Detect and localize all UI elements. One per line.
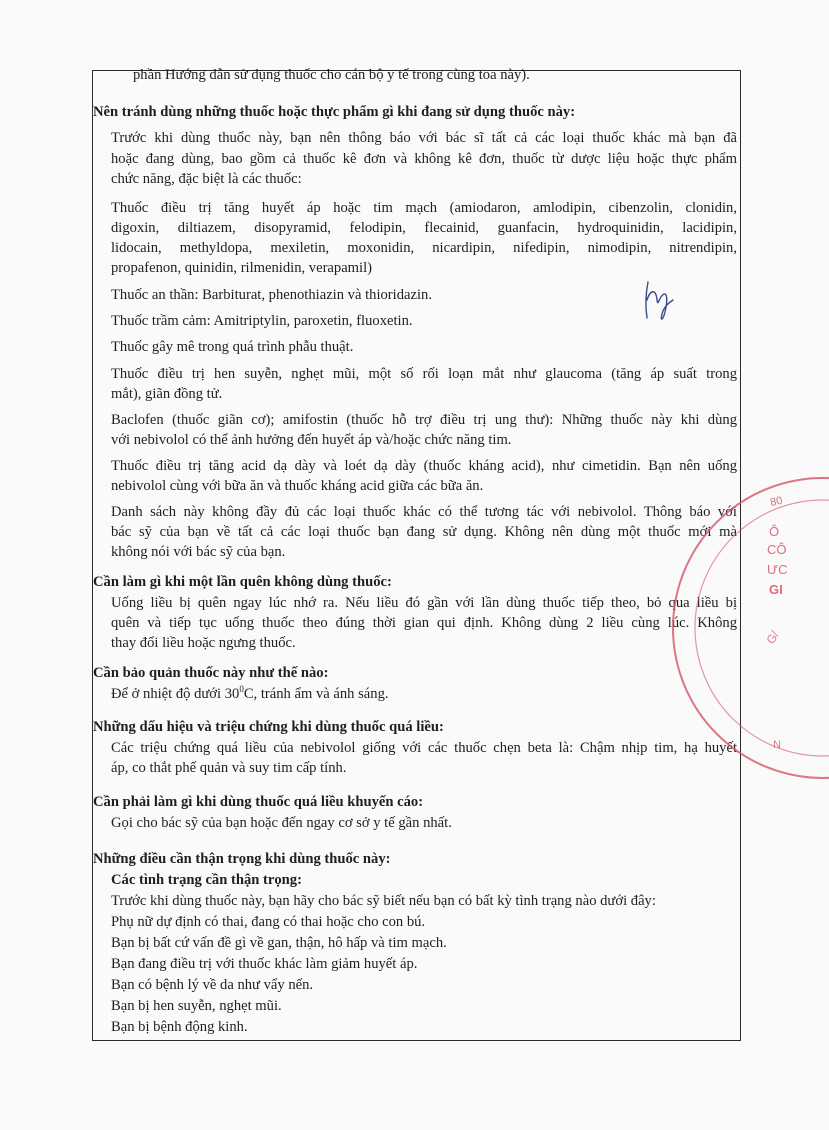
missed-line2: quên và tiếp tục uống thuốc theo đúng thời gian qui định. Không dùng 2 liều cùng lúc. Không (111, 615, 737, 631)
stamp-text: N (773, 739, 781, 751)
caution-line: Phụ nữ dự định có thai, đang có thai hoặc cho con bú. (111, 914, 426, 930)
avoid-p8-line2: nebivolol cùng với bữa ăn và thuốc kháng acid giữa các bữa ăn. (111, 478, 484, 494)
caution-line: Bạn đang điều trị với thuốc khác làm giảm huyết áp. (111, 956, 418, 972)
heading-missed: Cần làm gì khi một lần quên không dùng thuốc: (93, 574, 392, 590)
caution-line: Bạn có bệnh lý về da như vẩy nến. (111, 977, 314, 993)
heading-overdose-action: Cần phải làm gì khi dùng thuốc quá liều khuyến cáo: (93, 794, 424, 810)
avoid-p9-line3: không nói với bác sỹ của bạn. (111, 544, 286, 560)
stamp-text: 80 (769, 494, 784, 509)
avoid-p8-line1: Thuốc điều trị tăng acid dạ dày và loét dạ dày (thuốc kháng acid), như cimetidin. Bạn nên uống (111, 458, 737, 474)
heading-storage: Cần bảo quản thuốc này như thế nào: (93, 665, 329, 681)
stamp-text: G/ (763, 628, 782, 647)
avoid-sedatives: Thuốc an thần: Barbiturat, phenothiazin và thioridazin. (111, 287, 432, 303)
heading-caution: Những điều cần thận trọng khi dùng thuốc này: (93, 851, 391, 867)
missed-line1: Uống liều bị quên ngay lúc nhớ ra. Nếu liều đó gần với lần dùng thuốc tiếp theo, bỏ qua liều bị (111, 595, 737, 611)
avoid-p6-line2: mắt), giãn đồng tử. (111, 386, 223, 402)
avoid-p2-line4: propafenon, quinidin, rilmenidin, verapamil) (111, 260, 372, 276)
avoid-p1-line2: hoặc đang dùng, bao gồm cả thuốc kê đơn và không kê đơn, thuốc từ dược liệu hoặc thực phẩm (111, 151, 737, 167)
stamp-text: CÔ (767, 542, 787, 557)
avoid-antidepressants: Thuốc trầm cảm: Amitriptylin, paroxetin, fluoxetin. (111, 313, 413, 329)
caution-subheading: Các tình trạng cần thận trọng: (111, 872, 302, 888)
caution-line: Trước khi dùng thuốc này, bạn hãy cho bác sỹ biết nếu bạn có bất kỳ tình trạng nào dưới đây: (111, 893, 656, 909)
avoid-p6-line1: Thuốc điều trị hen suyễn, nghẹt mũi, một số rối loạn mắt như glaucoma (tăng áp suất trong (111, 366, 737, 382)
avoid-p7-line1: Baclofen (thuốc giãn cơ); amifostin (thuốc hỗ trợ điều trị ung thư): Những thuốc này khi dùng (111, 412, 737, 428)
heading-overdose-signs: Những dấu hiệu và triệu chứng khi dùng thuốc quá liều: (93, 719, 444, 735)
stamp-text: Ô (769, 524, 780, 539)
caution-line: Bạn bị hen suyễn, nghẹt mũi. (111, 998, 282, 1014)
storage-text: Để ở nhiệt độ dưới $30^0C$, tránh ẩm và ánh sáng. (111, 684, 389, 702)
avoid-p2-line3: lidocain, methyldopa, mexiletin, moxonidin, nicardipin, nifedipin, nimodipin, nitrendipin, (111, 240, 737, 256)
heading-avoid: Nên tránh dùng những thuốc hoặc thực phẩm gì khi đang sử dụng thuốc này: (93, 104, 576, 120)
handwritten-signature (640, 278, 680, 326)
stamp-text: ƯC (767, 562, 788, 577)
red-stamp (763, 478, 829, 778)
avoid-p2-line1: Thuốc điều trị tăng huyết áp hoặc tim mạch (amiodaron, amlodipin, cibenzolin, clonidin, (111, 200, 737, 216)
avoid-p9-line1: Danh sách này không đầy đủ các loại thuốc khác có thể tương tác với nebivolol. Thông báo với (111, 504, 737, 520)
caution-line: Bạn bị bất cứ vấn đề gì về gan, thận, hô hấp và tim mạch. (111, 935, 447, 951)
avoid-p2-line2: digoxin, diltiazem, disopyramid, felodipin, flecainid, guanfacin, hydroquinidin, lacidipin, (111, 220, 737, 236)
overdose-signs-line1: Các triệu chứng quá liều của nebivolol giống với các thuốc chẹn beta là: Chậm nhịp tim, hạ huyết (111, 740, 737, 756)
avoid-p9-line2: bác sỹ của bạn về tất cả các loại thuốc bạn đang sử dụng. Không nên dùng một thuốc mới mà (111, 524, 737, 540)
overdose-action-text: Gọi cho bác sỹ của bạn hoặc đến ngay cơ sở y tế gần nhất. (111, 815, 452, 831)
avoid-p7-line2: với nebivolol có thể ảnh hưởng đến huyết áp và/hoặc chức năng tim. (111, 432, 512, 448)
overdose-signs-line2: áp, co thắt phế quản và suy tim cấp tính. (111, 760, 347, 776)
avoid-p1-line1: Trước khi dùng thuốc này, bạn nên thông báo với bác sĩ tất cả các loại thuốc khác mà bạn đã (111, 130, 737, 146)
caution-line: Bạn bị bệnh động kinh. (111, 1019, 248, 1035)
missed-line3: thay đổi liều hoặc ngưng thuốc. (111, 635, 296, 651)
intro-tail: phần Hướng dẫn sử dụng thuốc cho cán bộ y tế trong cùng toa này). (133, 67, 530, 83)
avoid-anesthetics: Thuốc gây mê trong quá trình phẫu thuật. (111, 339, 354, 355)
avoid-p1-line3: chức năng, đặc biệt là các thuốc: (111, 171, 302, 187)
stamp-text: GI (769, 582, 783, 597)
